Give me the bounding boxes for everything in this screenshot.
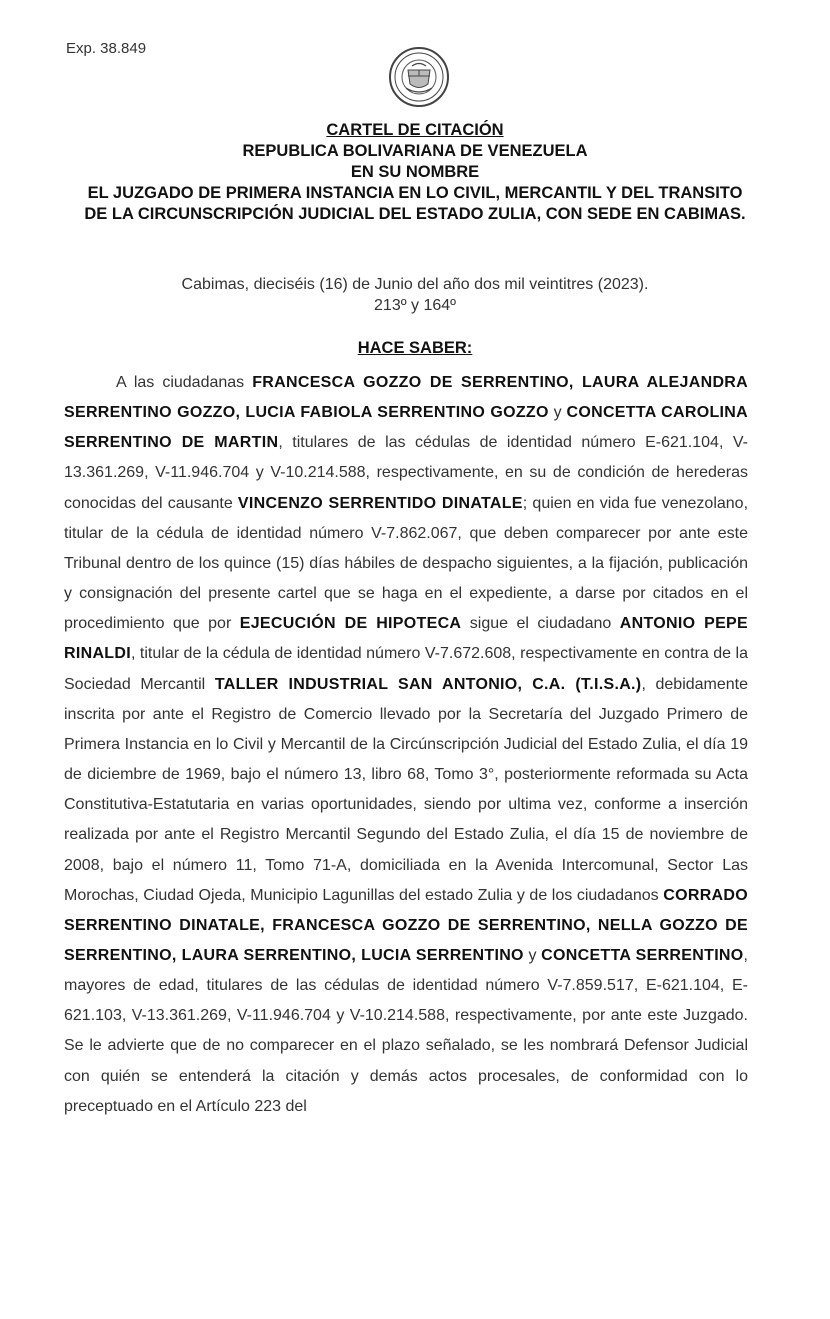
body-bold-segment: VINCENZO SERRENTIDO DINATALE [237,494,523,512]
body-bold-segment: CONCETTA CAROLINA SERRENTINO DE MARTIN [64,404,749,452]
body-bold-segment: EJECUCIÓN DE HIPOTECA [239,615,462,633]
body-text-segment: , titular de la cédula de identidad número V-7.672.608, respectivamente en contra de la Sociedad Mercantil [64,645,748,693]
expediente-number: Exp. 38.849 [66,40,147,57]
court-name: EL JUZGADO DE PRIMERA INSTANCIA EN LO CIVIL, MERCANTIL Y DEL TRANSITO DE LA CIRCUNSCRIPCIÓN JUDICIAL DEL ESTADO ZULIA, CON SEDE EN CABIMAS. [84,184,746,223]
body-text-segment: , debidamente inscrita por ante el Registro de Comercio llevado por la Secretaría del Juzgado Primero de Primera Instancia en lo Civil y Mercantil de la Circúnscripción Judicial del Estado Zulia, el día 19 de diciembre de 1969, bajo el número 13, libro 68, Tomo 3°, posteriormente reformada su Acta Constitutiva-Estatutaria en varias oportunidades, siendo por ultima vez, conforme a inserción realizada por ante el Registro Mercantil Segundo del Estado Zulia, el día 15 de noviembre de 2008, bajo el número 11, Tomo 71-A, domiciliada en la Avenida Intercomunal, Sector Las Morochas, Ciudad Ojeda, Municipio Lagunillas del estado Zulia y de los ciudadanos [64,675,749,904]
body-text-segment: ; quien en vida fue venezolano, titular de la cédula de identidad número V-7.862.067, que deben comparecer por ante este Tribunal dentro de los quince (15) días hábiles de despacho siguientes, a la fijación, publicación y consignación del presente cartel que se haga en el expediente, a darse por citados en el procedimiento que por [64,494,749,633]
body-text-segment: , titulares de las cédulas de identidad número E-621.104, V-13.361.269, V-11.946.704 y V-10.214.588, respectivamente, en su de condición de herederas conocidas del causante [64,434,749,512]
date-line: Cabimas, dieciséis (16) de Junio del año dos mil veintitres (2023). [181,276,649,293]
body-bold-segment: ANTONIO PEPE RINALDI [64,615,749,663]
body-text-segment: y [523,946,542,964]
en-su-nombre: EN SU NOMBRE [350,163,480,181]
body-paragraph [64,368,748,1122]
date-block [0,274,830,316]
body-bold-segment: FRANCESCA GOZZO DE SERRENTINO, LAURA ALEJANDRA SERRENTINO GOZZO, LUCIA FABIOLA SERRENTINO GOZZO [64,374,749,422]
document-header [0,120,830,225]
body-text-segment: A las ciudadanas [116,374,253,391]
body-bold-segment: TALLER INDUSTRIAL SAN ANTONIO, C.A. (T.I.S.A.) [214,675,642,693]
court-seal-icon [388,46,450,108]
years-line: 213º y 164º [374,297,456,314]
cartel-title: CARTEL DE CITACIÓN [326,121,504,139]
body-bold-segment: CONCETTA SERRENTINO [541,946,744,964]
body-text-segment: sigue el ciudadano [461,615,620,633]
body-text-segment: , mayores de edad, titulares de las cédulas de identidad número V-7.859.517, E-621.104, E-621.103, V-13.361.269, V-11.946.704 y V-10.214.588, respectivamente, por ante este Juzgado. Se le advierte que de no comparecer en el plazo señalado, se les nombrará Defensor Judicial con quién se entenderá la citación y demás actos procesales, de conformidad con lo preceptuado en el Artículo 223 del [64,946,748,1115]
republic-name: REPUBLICA BOLIVARIANA DE VENEZUELA [242,142,588,160]
body-text-segment: y [548,404,567,422]
hace-saber-heading: HACE SABER: [357,339,473,357]
body-bold-segment: CORRADO SERRENTINO DINATALE, FRANCESCA GOZZO DE SERRENTINO, NELLA GOZZO DE SERRENTINO, LAURA SERRENTINO, LUCIA SERRENTINO [64,886,748,964]
